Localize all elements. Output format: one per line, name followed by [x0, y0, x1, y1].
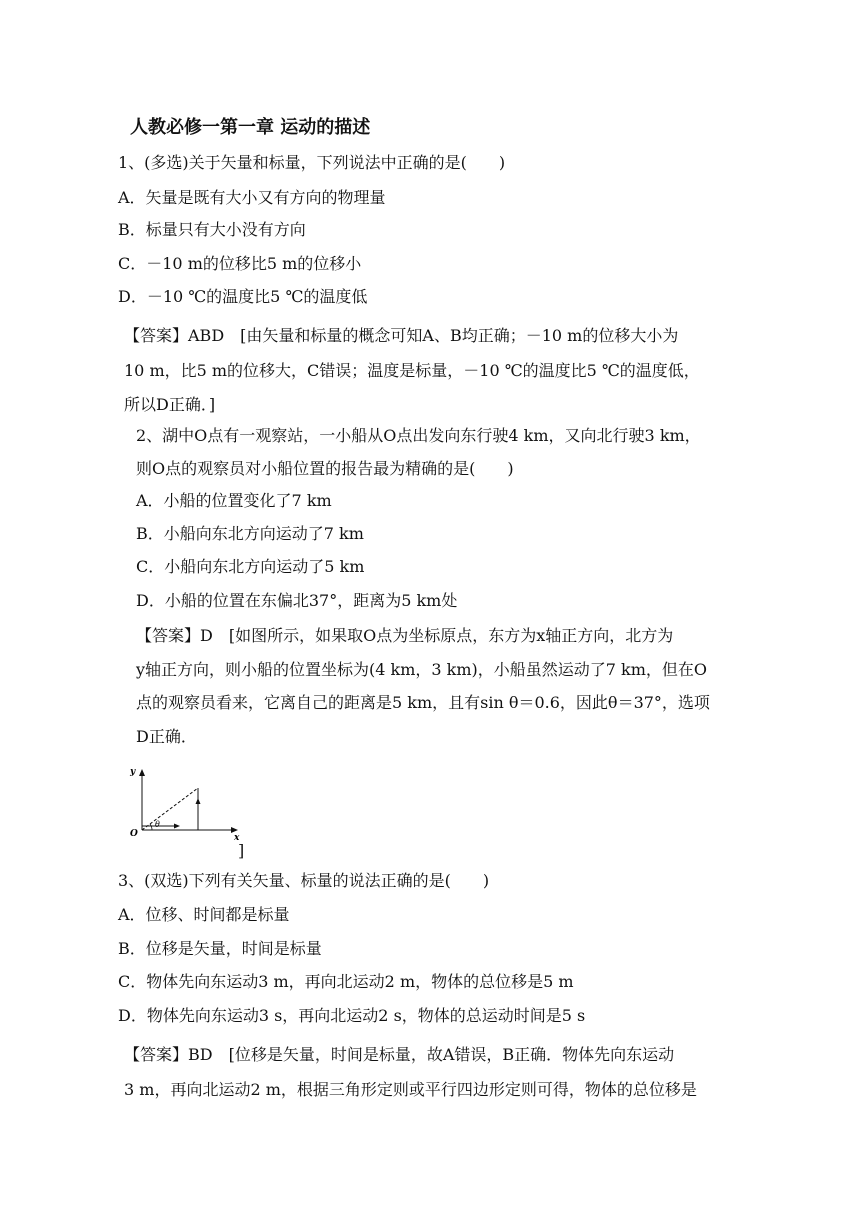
question-1-answer-line-3: 所以D正确．]: [124, 395, 216, 414]
question-2-option-d: D．小船的位置在东偏北37°，距离为5 km处: [136, 591, 458, 610]
question-3-answer-line-1: 【答案】BD [位移是矢量，时间是标量，故A错误，B正确．物体先向东运动: [124, 1045, 675, 1064]
question-1-option-b: B．标量只有大小没有方向: [118, 220, 306, 239]
y-axis-arrow-icon: [139, 769, 145, 776]
question-2-answer-line-4: D正确．: [136, 727, 197, 746]
question-2-option-a: A．小船的位置变化了7 km: [136, 491, 332, 510]
angle-arc: [150, 824, 152, 830]
page-title: 人教必修一第一章 运动的描述: [130, 117, 371, 138]
angle-label: θ: [155, 820, 160, 829]
question-1-option-c: C．－10 m的位移比5 m的位移小: [118, 254, 362, 273]
question-3-option-d: D．物体先向东运动3 s，再向北运动2 s，物体的总运动时间是5 s: [118, 1006, 586, 1025]
question-1-option-d: D．－10 ℃的温度比5 ℃的温度低: [118, 287, 368, 306]
coordinate-diagram: [118, 760, 258, 860]
question-3-option-a: A．位移、时间都是标量: [118, 905, 290, 924]
question-1-answer-line-2: 10 m，比5 m的位移大，C错误；温度是标量，－10 ℃的温度比5 ℃的温度低，: [124, 361, 700, 380]
question-1-stem: 1、(多选)关于矢量和标量，下列说法中正确的是( ): [118, 153, 506, 172]
north-arrow-icon: [196, 798, 201, 804]
question-2-stem-line-2: 则O点的观察员对小船位置的报告最为精确的是( ): [136, 459, 514, 478]
question-3-option-b: B．位移是矢量，时间是标量: [118, 939, 322, 958]
question-1-option-a: A．矢量是既有大小又有方向的物理量: [118, 188, 386, 207]
question-2-answer-line-2: y轴正方向，则小船的位置坐标为(4 km，3 km)，小船虽然运动了7 km，但在O: [136, 660, 708, 679]
question-2-option-b: B．小船向东北方向运动了7 km: [136, 524, 364, 543]
question-3-answer-line-2: 3 m，再向北运动2 m，根据三角形定则或平行四边形定则可得，物体的总位移是: [124, 1080, 697, 1099]
east-arrow-icon: [174, 824, 180, 829]
origin-label: O: [130, 829, 138, 839]
x-axis-label: x: [234, 833, 240, 843]
question-2-answer-line-3: 点的观察员看来，它离自己的距离是5 km，且有sin θ＝0.6，因此θ＝37°，选项: [136, 693, 710, 712]
question-3-option-c: C．物体先向东运动3 m，再向北运动2 m，物体的总位移是5 m: [118, 972, 574, 991]
resultant-displacement: [142, 788, 198, 830]
question-2-answer-closing: ]: [238, 841, 245, 860]
question-3-stem: 3、(双选)下列有关矢量、标量的说法正确的是( ): [118, 871, 490, 890]
question-1-answer-line-1: 【答案】ABD [由矢量和标量的概念可知A、B均正确；－10 m的位移大小为: [124, 326, 679, 345]
y-axis-label: y: [130, 767, 136, 777]
question-2-option-c: C．小船向东北方向运动了5 km: [136, 557, 365, 576]
question-2-stem-line-1: 2、湖中O点有一观察站，一小船从O点出发向东行驶4 km，又向北行驶3 km，: [136, 426, 701, 445]
question-2-answer-line-1: 【答案】D [如图所示，如果取O点为坐标原点，东方为x轴正方向，北方为: [136, 626, 674, 645]
